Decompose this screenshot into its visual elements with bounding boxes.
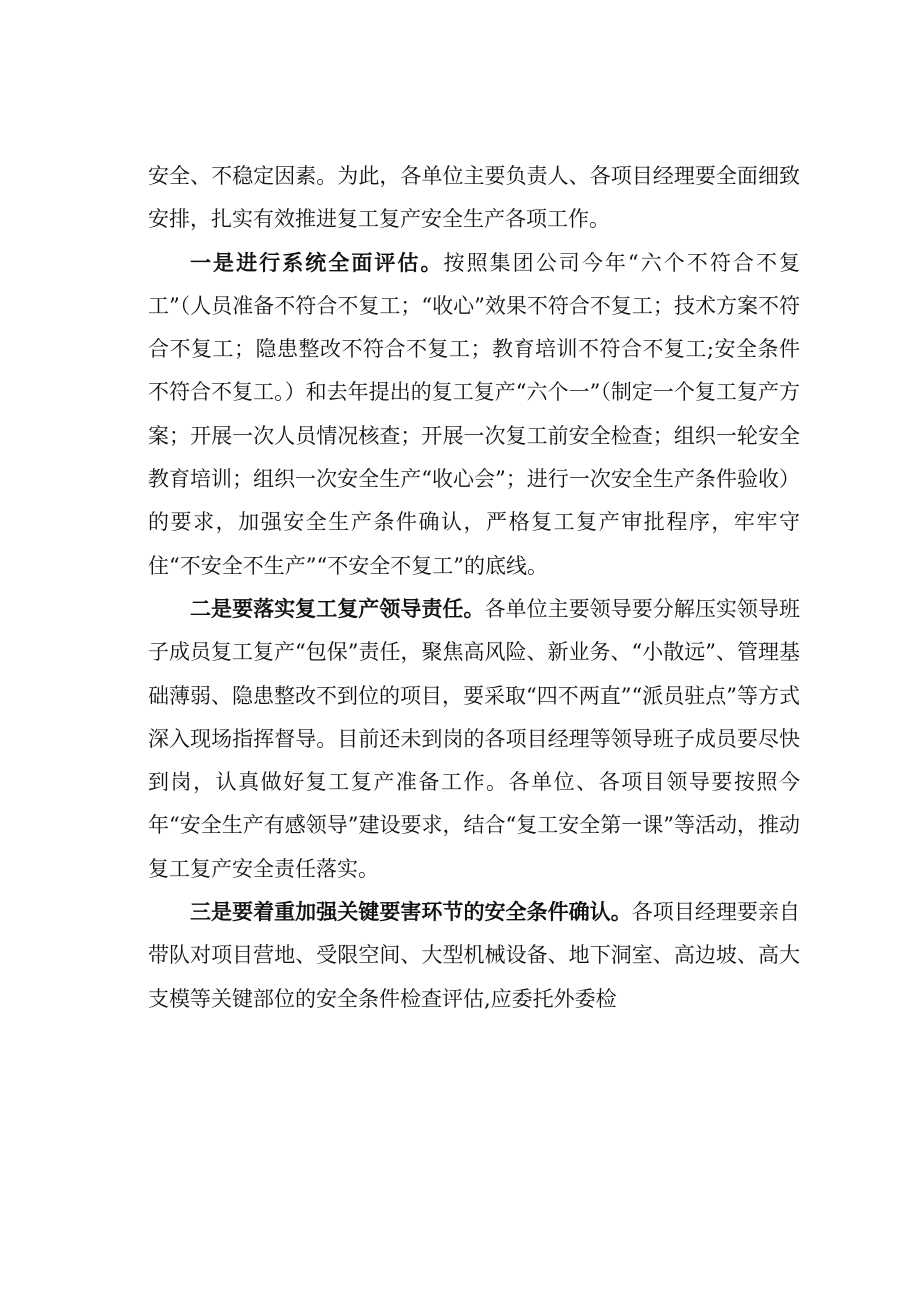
- paragraph-lead: 一是进行系统全面评估。: [190, 250, 444, 275]
- paragraph-lead: 三是要着重加强关键要害环节的安全条件确认。: [190, 900, 632, 925]
- paragraph-leadership: [148, 588, 800, 891]
- document-body: [148, 155, 800, 1021]
- paragraph-text: 各项目经理要亲自带队对项目营地、受限空间、大型机械设备、地下洞室、高边坡、高大支模等关键部位的安全条件检查评估,应委托外委检: [148, 900, 800, 1011]
- paragraph-assessment: [148, 242, 800, 588]
- paragraph-text: 安全、不稳定因素。为此，各单位主要负责人、各项目经理要全面细致安排，扎实有效推进复工复产安全生产各项工作。: [148, 164, 800, 232]
- paragraph-lead: 二是要落实复工复产领导责任。: [190, 596, 485, 621]
- paragraph-text: 按照集团公司今年“六个不符合不复工”（人员准备不符合不复工；“收心”效果不符合不复工；技术方案不符合不复工；隐患整改不符合不复工；教育培训不符合不复工;安全条件不符合不复工。）和去年提出的复工复产“六个一”（制定一个复工复产方案；开展一次人员情况核查；开展一次复工前安全检查；组织一轮安全教育培训；组织一次安全生产“收心会”；进行一次安全生产条件验收）的要求，加强安全生产条件确认，严格复工复产审批程序，牢牢守住“不安全不生产”“不安全不复工”的底线。: [148, 250, 800, 578]
- paragraph-continuation: [148, 155, 800, 242]
- paragraph-text: 各单位主要领导要分解压实领导班子成员复工复产“包保”责任，聚焦高风险、新业务、“小散远”、管理基础薄弱、隐患整改不到位的项目，要采取“四不两直”“派员驻点”等方式深入现场指挥督导。目前还未到岗的各项目经理等领导班子成员要尽快到岗，认真做好复工复产准备工作。各单位、各项目领导要按照今年“安全生产有感领导”建设要求，结合“复工安全第一课”等活动，推动复工复产安全责任落实。: [148, 596, 800, 881]
- paragraph-key-links: [148, 891, 800, 1021]
